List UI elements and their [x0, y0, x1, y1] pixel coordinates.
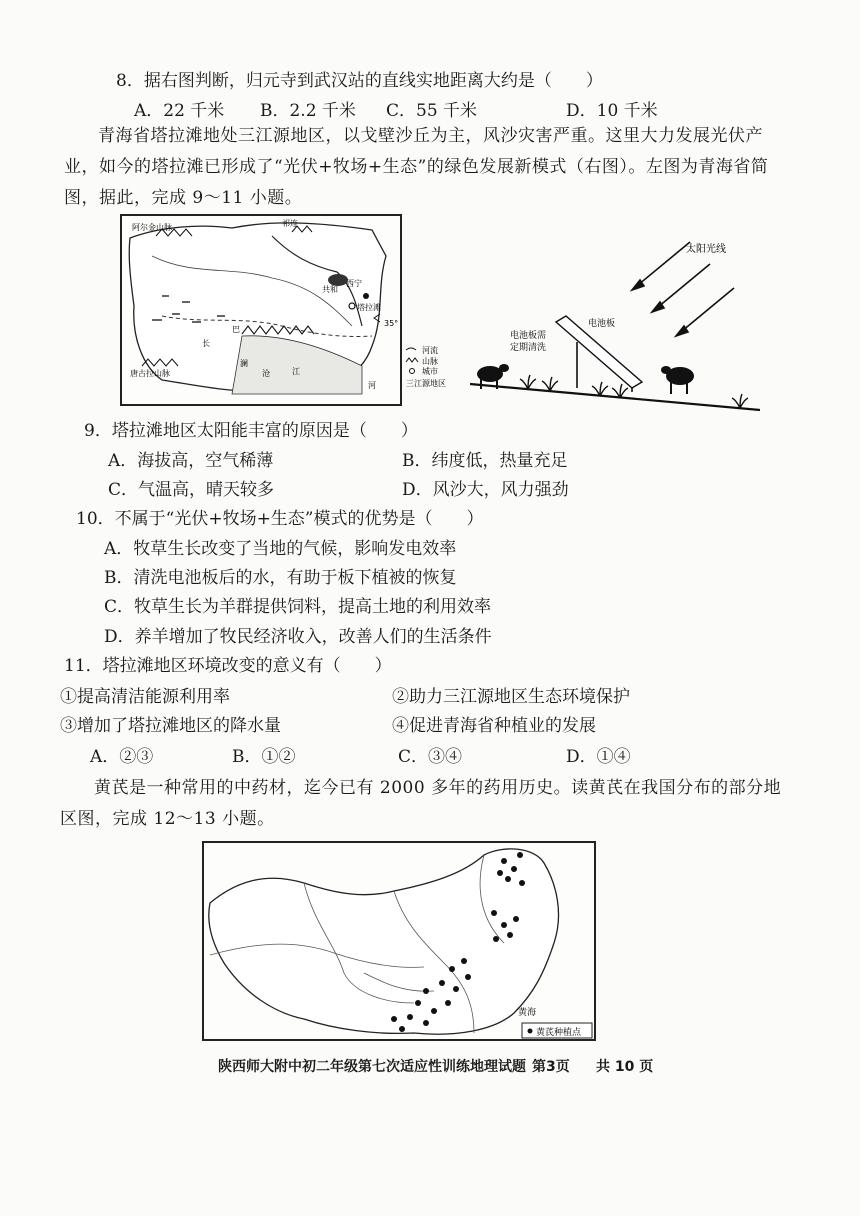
qinghai-map-drawing	[122, 216, 400, 404]
q11-statement-1: ①提高清洁能源利用率	[60, 687, 230, 707]
label-altun-mountains: 阿尔金山脉	[132, 223, 172, 232]
intro-paragraph-huangqi: 黄芪是一种常用的中药材，迄今已有 2000 多年的药用历史。读黄芪在我国分布的部分地区图，完成 12～13 小题。	[60, 778, 782, 829]
sheep-icon	[661, 366, 694, 394]
china-map-drawing	[204, 843, 594, 1039]
legend-huangqi: 黄芪种植点	[536, 1028, 582, 1038]
label-latitude: 35°	[384, 319, 399, 328]
q10-option-c: C．牧草生长为羊群提供饲料，提高土地的利用效率	[104, 597, 492, 617]
q8-option-a: A．22 千米	[134, 101, 225, 121]
q10-stem: 10．不属于“光伏+牧场+生态”模式的优势是（ ）	[76, 509, 484, 529]
q11-option-a: A．②③	[90, 747, 154, 767]
q8-stem: 8．据右图判断，归元寺到武汉站的直线实地距离大约是（ ）	[116, 71, 603, 91]
q11-statement-3: ③增加了塔拉滩地区的降水量	[60, 716, 281, 736]
q8-option-c: C．55 千米	[386, 101, 478, 121]
label-lan: 澜	[240, 359, 248, 368]
q11-option-d: D．①④	[566, 747, 631, 767]
legend-river: 河流	[422, 346, 438, 355]
label-chang: 长	[202, 339, 210, 348]
label-talatan: 塔拉滩	[357, 303, 381, 312]
q10-option-a: A．牧草生长改变了当地的气候，影响发电效率	[104, 539, 457, 559]
solar-pasture-diagram	[470, 224, 780, 412]
cleaning-label-1: 电池板需	[510, 331, 547, 341]
q11-stem: 11．塔拉滩地区环境改变的意义有（ ）	[64, 656, 392, 676]
q9-option-a: A．海拔高，空气稀薄	[108, 451, 274, 471]
q9-option-c: C．气温高，晴天较多	[108, 480, 275, 500]
china-huangqi-map	[202, 841, 596, 1041]
sunlight-label: 太阳光线	[686, 244, 726, 255]
footer-title: 陕西师大附中初二年级第七次适应性训练地理试题	[218, 1059, 526, 1075]
q10-option-d: D．养羊增加了牧民经济收入，改善人们的生活条件	[104, 627, 492, 647]
sea-label: 黄海	[518, 1008, 537, 1018]
legend-mountain: 山脉	[422, 357, 438, 366]
q10-option-b: B．清洗电池板后的水，有助于板下植被的恢复	[104, 568, 457, 588]
label-xining: 西宁	[346, 279, 362, 288]
q9-stem: 9．塔拉滩地区太阳能丰富的原因是（ ）	[84, 421, 418, 441]
city-legend-icon	[410, 369, 415, 374]
ground-line	[470, 384, 760, 410]
label-tanggula-mountains: 唐古拉山脉	[130, 369, 170, 378]
footer-page: 第3页	[532, 1059, 570, 1075]
q8-option-d: D．10 千米	[566, 101, 658, 121]
river-legend-icon	[406, 348, 416, 350]
q11-statement-2: ②助力三江源地区生态环境保护	[392, 687, 630, 707]
footer-total-pages: 共 10 页	[596, 1059, 654, 1075]
intro-paragraph-talatan: 青海省塔拉滩地处三江源地区，以戈壁沙丘为主，风沙灾害严重。这里大力发展光伏产业，如今的塔拉滩已形成了“光伏+牧场+生态”的绿色发展新模式（右图）。左图为青海省简图，据此，完成 9～11 小题。	[64, 126, 769, 208]
label-ba: 巴	[232, 325, 240, 334]
qinghai-map	[120, 214, 402, 406]
legend-point-icon	[528, 1029, 533, 1034]
q8-option-b: B．2.2 千米	[260, 101, 356, 121]
panel-label: 电池板	[588, 319, 616, 329]
label-cang: 沧	[262, 369, 270, 378]
mountain-legend-icon	[406, 358, 418, 362]
cleaning-label-2: 定期清洗	[510, 343, 547, 353]
label-qilian: 祁连	[282, 219, 298, 228]
legend-city: 城市	[422, 367, 438, 376]
q11-option-b: B．①②	[232, 747, 296, 767]
q11-statement-4: ④促进青海省种植业的发展	[392, 716, 596, 736]
legend-area: 三江源地区	[406, 379, 446, 388]
q9-option-d: D．风沙大，风力强劲	[402, 480, 569, 500]
label-gonghe: 共和	[322, 285, 338, 294]
label-he: 河	[368, 381, 376, 390]
q11-option-c: C．③④	[398, 747, 463, 767]
q9-option-b: B．纬度低，热量充足	[402, 451, 568, 471]
label-jiang: 江	[292, 367, 300, 376]
